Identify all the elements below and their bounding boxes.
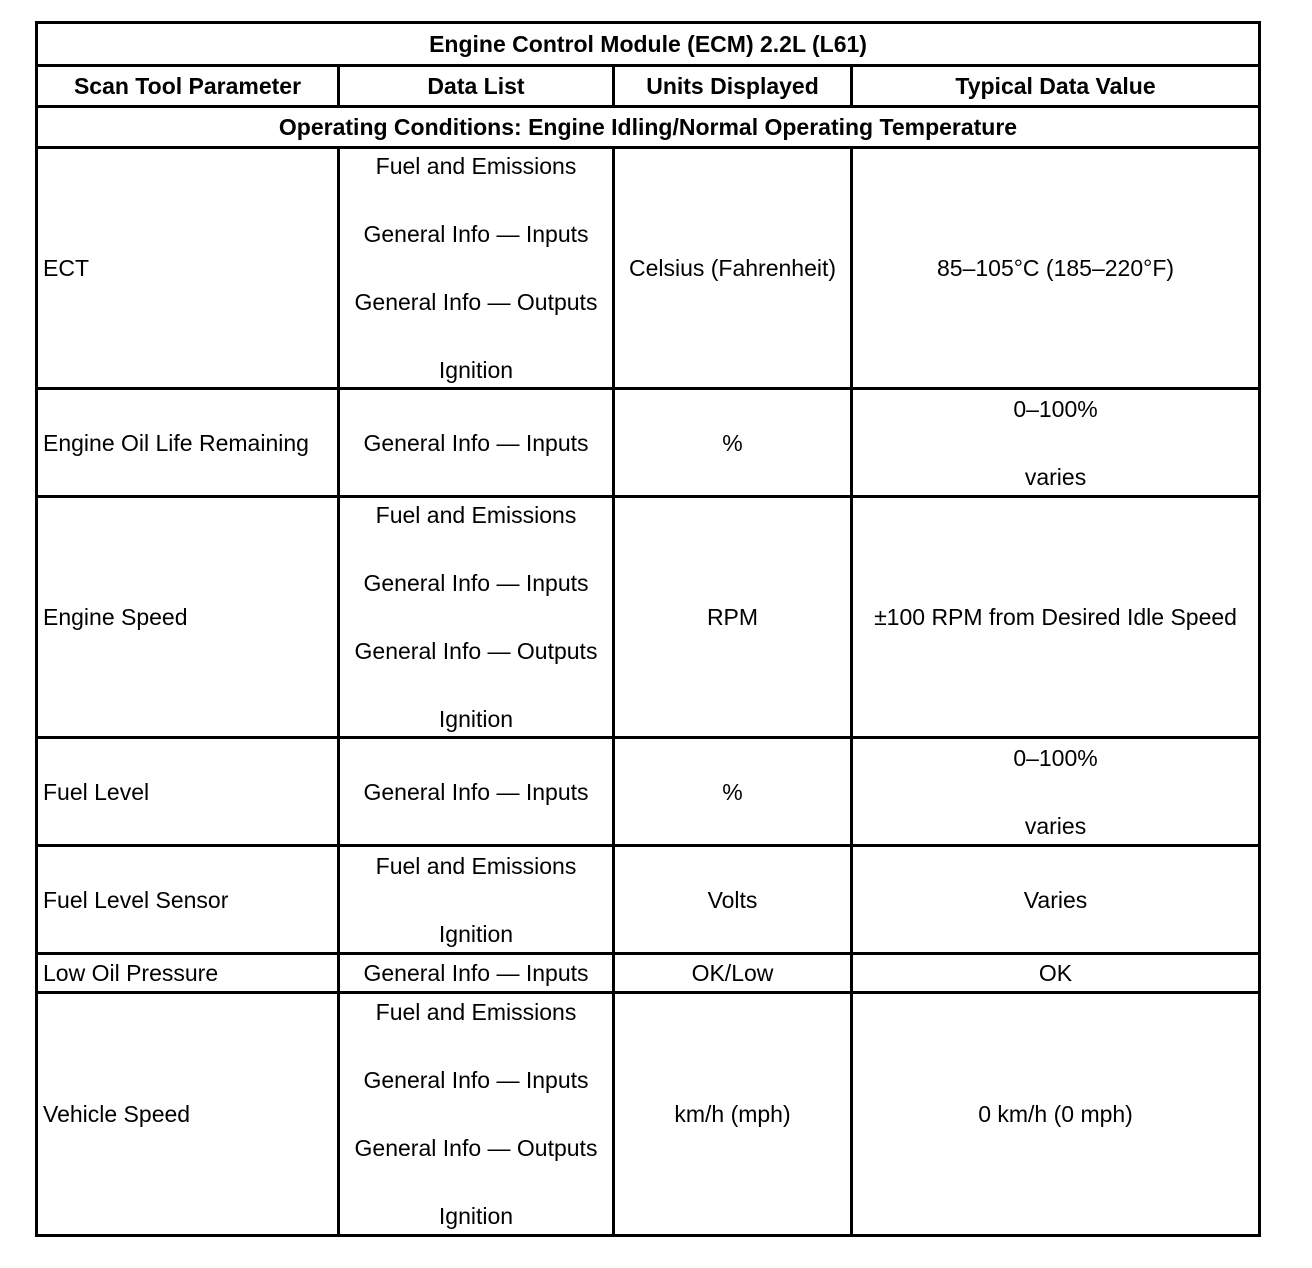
row-typical <box>852 846 1260 954</box>
typical-value: ±100 RPM from Desired Idle Speed <box>874 604 1237 630</box>
data-list-item: General Info — Inputs <box>363 221 589 247</box>
row-units: OK/Low <box>614 954 852 993</box>
row-parameter: Engine Speed <box>37 497 339 738</box>
row-units: % <box>614 738 852 846</box>
row-units: RPM <box>614 497 852 738</box>
data-list-item: Ignition <box>438 1203 514 1229</box>
table-title: Engine Control Module (ECM) 2.2L (L61) <box>37 23 1260 66</box>
data-list-item: General Info — Inputs <box>363 429 589 456</box>
header-row <box>37 66 1260 107</box>
row-data-list <box>339 846 614 954</box>
row-typical <box>852 148 1260 389</box>
data-list-item: General Info — Inputs <box>363 778 589 805</box>
col-header-data-list: Data List <box>339 66 614 107</box>
col-header-typical: Typical Data Value <box>852 66 1260 107</box>
table-row <box>37 954 1260 993</box>
typical-value: 0–100% <box>1013 744 1098 771</box>
row-typical <box>852 738 1260 846</box>
table-row <box>37 738 1260 846</box>
row-parameter: ECT <box>37 148 339 389</box>
row-typical <box>852 993 1260 1236</box>
row-data-list <box>339 389 614 497</box>
row-parameter: Engine Oil Life Remaining <box>37 389 339 497</box>
row-units: km/h (mph) <box>614 993 852 1236</box>
typical-value: varies <box>1024 812 1087 839</box>
data-list-item: Fuel and Emissions <box>375 999 577 1025</box>
data-list-item: General Info — Outputs <box>354 638 598 664</box>
typical-value: 0–100% <box>1013 395 1098 422</box>
row-units: Celsius (Fahrenheit) <box>614 148 852 389</box>
row-units: % <box>614 389 852 497</box>
row-data-list <box>339 497 614 738</box>
row-typical <box>852 389 1260 497</box>
data-list-item: Ignition <box>438 706 514 732</box>
row-typical <box>852 954 1260 993</box>
row-data-list <box>339 954 614 993</box>
typical-value: Varies <box>1023 886 1088 913</box>
typical-value: varies <box>1024 463 1087 490</box>
row-data-list <box>339 148 614 389</box>
data-list-item: General Info — Inputs <box>363 570 589 596</box>
table-row <box>37 993 1260 1236</box>
typical-value: 0 km/h (0 mph) <box>978 1101 1133 1127</box>
data-list-item: Fuel and Emissions <box>375 852 577 879</box>
row-parameter: Fuel Level <box>37 738 339 846</box>
row-data-list <box>339 993 614 1236</box>
col-header-parameter: Scan Tool Parameter <box>37 66 339 107</box>
typical-value: OK <box>1038 960 1073 986</box>
data-list-item: Ignition <box>438 357 514 383</box>
row-typical <box>852 497 1260 738</box>
ecm-data-table <box>35 21 1261 1237</box>
data-list-item: Ignition <box>438 920 514 947</box>
data-list-item: General Info — Inputs <box>363 1067 589 1093</box>
table-row <box>37 148 1260 389</box>
table-row <box>37 389 1260 497</box>
table-row <box>37 497 1260 738</box>
row-parameter: Vehicle Speed <box>37 993 339 1236</box>
conditions-row <box>37 107 1260 148</box>
operating-conditions: Operating Conditions: Engine Idling/Normal Operating Temperature <box>37 107 1260 148</box>
data-list-item: General Info — Outputs <box>354 1135 598 1161</box>
data-list-item: General Info — Outputs <box>354 289 598 315</box>
data-list-item: Fuel and Emissions <box>375 502 577 528</box>
row-parameter: Low Oil Pressure <box>37 954 339 993</box>
data-list-item: General Info — Inputs <box>363 960 589 986</box>
data-list-item: Fuel and Emissions <box>375 153 577 179</box>
row-data-list <box>339 738 614 846</box>
typical-value: 85–105°C (185–220°F) <box>936 255 1175 281</box>
title-row <box>37 23 1260 66</box>
table-row <box>37 846 1260 954</box>
col-header-units: Units Displayed <box>614 66 852 107</box>
row-units: Volts <box>614 846 852 954</box>
row-parameter: Fuel Level Sensor <box>37 846 339 954</box>
